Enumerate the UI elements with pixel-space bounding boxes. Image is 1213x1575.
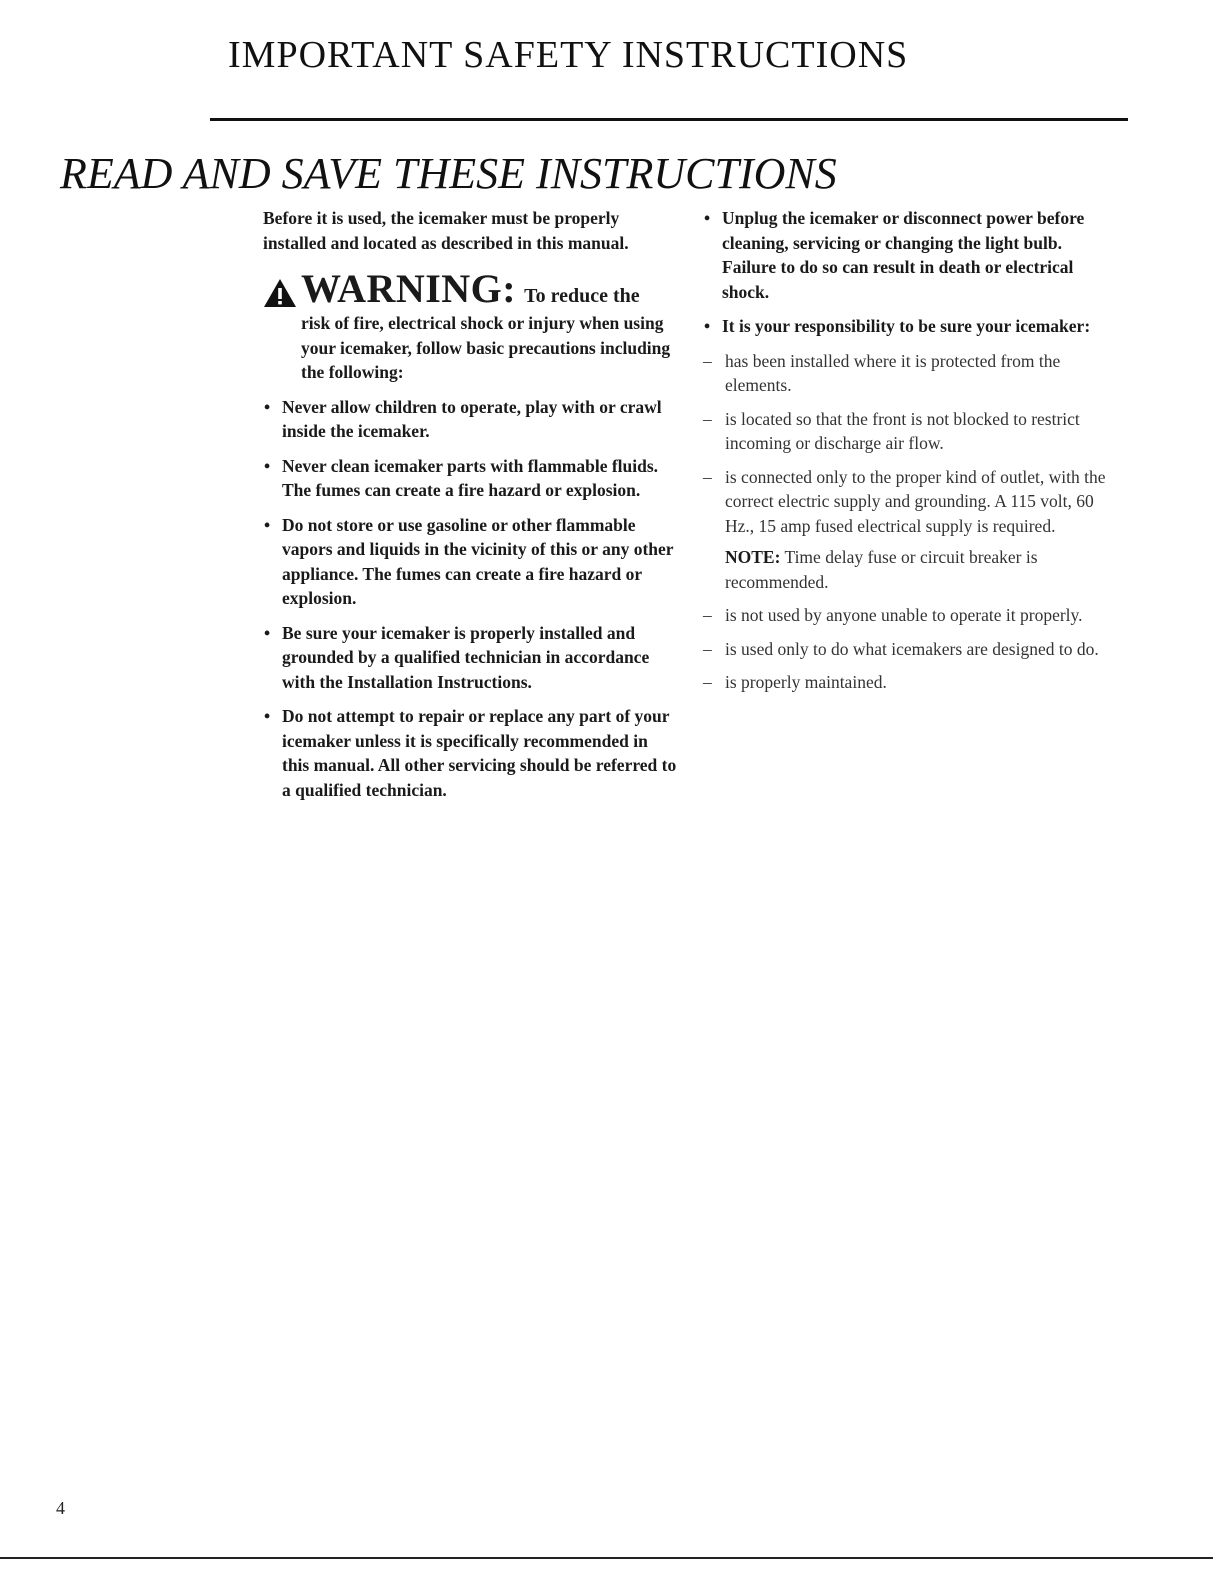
right-column	[703, 206, 1118, 704]
responsibility-list	[703, 349, 1118, 539]
list-item: • It is your responsibility to be sure your icemaker:	[703, 314, 1118, 339]
note-text: Time delay fuse or circuit breaker is recommended.	[725, 547, 1038, 592]
intro-paragraph: Before it is used, the icemaker must be properly installed and located as described in this manual.	[263, 208, 629, 253]
list-item: – is properly maintained.	[703, 670, 1118, 695]
section-heading: READ AND SAVE THESE INSTRUCTIONS	[60, 149, 837, 198]
list-item: • Never allow children to operate, play with or crawl inside the icemaker.	[264, 396, 662, 441]
dash-marker: –	[703, 605, 712, 625]
list-item: – is located so that the front is not blocked to restrict incoming or discharge air flow.	[703, 408, 1080, 453]
warning-text: risk of fire, electrical shock or injury when using your icemaker, follow basic precautions including the following:	[301, 313, 671, 382]
left-column	[263, 206, 678, 812]
dash-marker: –	[703, 408, 712, 429]
note-label: NOTE:	[725, 547, 781, 567]
list-item: – is connected only to the proper kind of outlet, with the correct electric supply and grounding. A 115 volt, 60 Hz., 15 amp fused electrical supply is required.	[703, 466, 1106, 536]
page-title: IMPORTANT SAFETY INSTRUCTIONS	[228, 34, 909, 76]
title-divider	[210, 118, 1128, 121]
dash-marker: –	[703, 466, 712, 487]
warning-lead: To reduce the	[524, 285, 640, 307]
bullet-marker: •	[704, 208, 711, 228]
warning-line	[263, 267, 678, 311]
list-item: • Do not store or use gasoline or other flammable vapors and liquids in the vicinity of this or any other appliance. The fumes can create a fire hazard or explosion.	[264, 514, 674, 608]
list-item: • Do not attempt to repair or replace any part of your icemaker unless it is specifically recommended in this manual. All other servicing should be referred to a qualified technician.	[264, 706, 677, 800]
page-number: 4	[56, 1498, 65, 1518]
dash-marker: –	[703, 638, 712, 659]
warning-triangle-icon	[263, 278, 297, 308]
dash-marker: –	[703, 672, 712, 692]
bullet-marker: •	[264, 706, 271, 726]
list-item: – has been installed where it is protected from the elements.	[703, 350, 1061, 395]
dash-marker: –	[703, 350, 712, 371]
warning-label: WARNING:	[301, 266, 517, 311]
note-paragraph	[703, 545, 1118, 594]
bullet-marker: •	[264, 455, 271, 476]
responsibility-list-continued	[703, 603, 1118, 695]
bullet-marker: •	[704, 316, 711, 336]
list-item: • Never clean icemaker parts with flammable fluids. The fumes can create a fire hazard or explosion.	[264, 455, 659, 500]
left-bullet-list	[263, 395, 678, 803]
list-item: • Unplug the icemaker or disconnect power before cleaning, servicing or changing the light bulb. Failure to do so can result in death or electrical shock.	[704, 208, 1085, 302]
bullet-marker: •	[264, 622, 271, 643]
bullet-marker: •	[264, 396, 271, 417]
list-item: – is not used by anyone unable to operate it properly.	[703, 603, 1118, 628]
right-bullet-list	[703, 206, 1118, 339]
bullet-marker: •	[264, 514, 271, 535]
bottom-divider	[0, 1557, 1213, 1559]
list-item: • Be sure your icemaker is properly installed and grounded by a qualified technician in accordance with the Installation Instructions.	[264, 622, 650, 692]
list-item: – is used only to do what icemakers are designed to do.	[703, 637, 1118, 662]
